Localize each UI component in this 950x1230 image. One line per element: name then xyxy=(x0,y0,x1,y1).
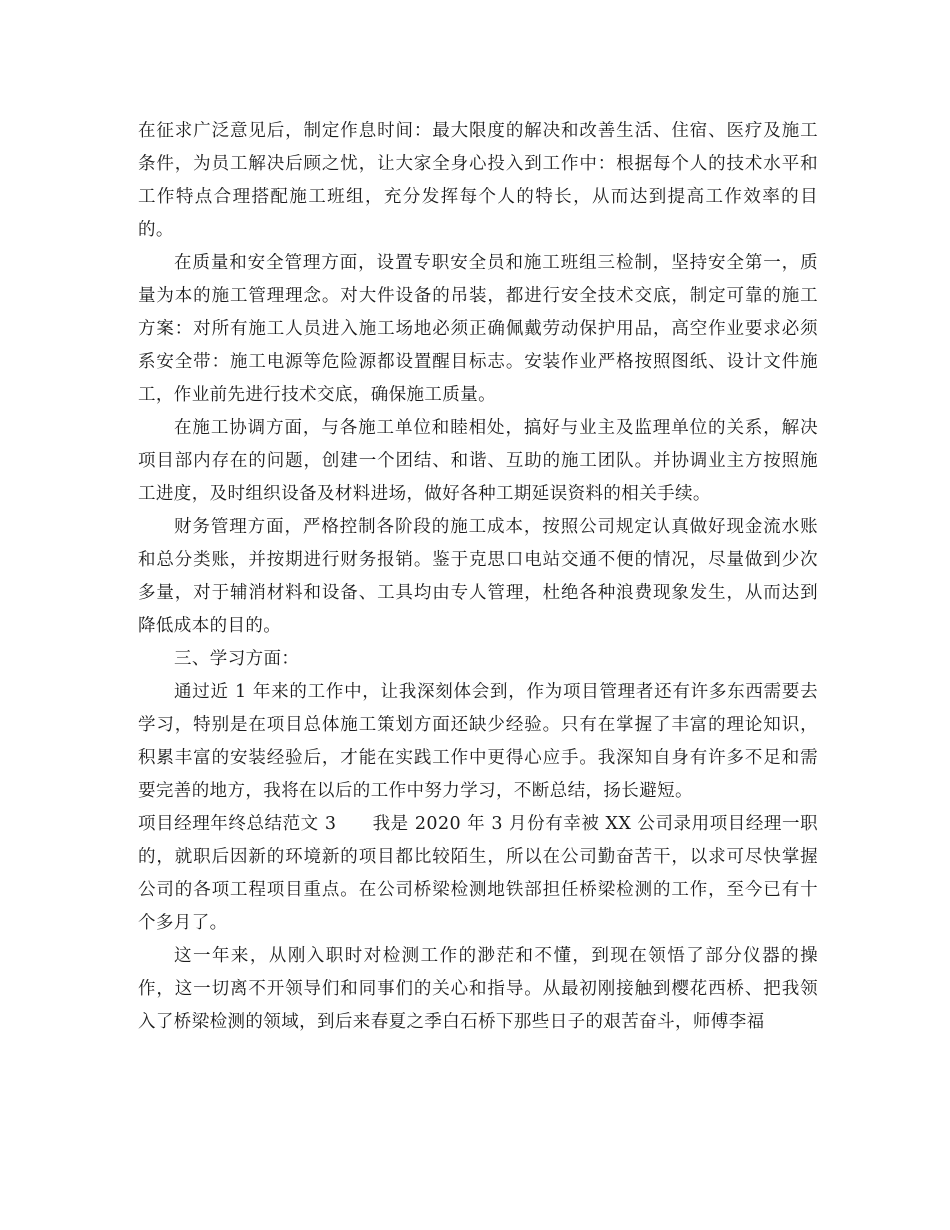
paragraph-learning: 通过近 1 年来的工作中，让我深刻体会到，作为项目管理者还有许多东西需要去学习，特别是在项目总体施工策划方面还缺少经验。只有在掌握了丰富的理论知识，积累丰富的安装经验后，才能在实践工作中更得心应手。我深知自身有许多不足和需要完善的地方，我将在以后的工作中努力学习，不断总结，扬长避短。 xyxy=(138,682,818,801)
paragraph-quality-safety: 在质量和安全管理方面，设置专职安全员和施工班组三检制，坚持安全第一，质量为本的施工管理理念。对大件设备的吊装，都进行安全技术交底，制定可靠的施工方案：对所有施工人员进入施工场地必须正确佩戴劳动保护用品，高空作业要求必须系安全带：施工电源等危险源都设置醒目标志。安装作业严格按照图纸、设计文件施工，作业前先进行技术交底，确保施工质量。 xyxy=(138,253,818,405)
document-body xyxy=(138,115,818,1039)
essay-intro-text: 我是 2020 年 3 月份有幸被 XX 公司录用项目经理一职的，就职后因新的环境新的项目都比较陌生，所以在公司勤奋苦干，以求可尽快掌握公司的各项工程项目重点。在公司桥梁检测地铁部担任桥梁检测的工作，至今已有十个多月了。 xyxy=(138,814,818,933)
paragraph-financial-management: 财务管理方面，严格控制各阶段的施工成本，按照公司规定认真做好现金流水账和总分类账，并按期进行财务报销。鉴于克思口电站交通不便的情况，尽量做到少次多量，对于辅消材料和设备、工具均由专人管理，杜绝各种浪费现象发生，从而达到降低成本的目的。 xyxy=(138,517,818,636)
paragraph-essay-3-intro xyxy=(138,808,818,940)
essay-title: 项目经理年终总结范文 3 xyxy=(138,814,337,834)
paragraph-construction-coordination: 在施工协调方面，与各施工单位和睦相处，搞好与业主及监理单位的关系，解决项目部内存在的问题，创建一个团结、和谐、互助的施工团队。并协调业主方按照施工进度，及时组织设备及材料进场，做好各种工期延误资料的相关手续。 xyxy=(138,418,818,504)
paragraph-work-schedule: 在征求广泛意见后，制定作息时间：最大限度的解决和改善生活、住宿、医疗及施工条件，为员工解决后顾之忧，让大家全身心投入到工作中：根据每个人的技术水平和工作特点合理搭配施工班组，充分发挥每个人的特长，从而达到提高工作效率的目的。 xyxy=(138,121,818,240)
paragraph-year-review: 这一年来，从刚入职时对检测工作的渺茫和不懂，到现在领悟了部分仪器的操作，这一切离不开领导们和同事们的关心和指导。从最初刚接触到樱花西桥、把我领入了桥梁检测的领域，到后来春夏之季白石桥下那些日子的艰苦奋斗，师傅李福 xyxy=(138,946,818,1032)
section-heading-learning: 三、学习方面： xyxy=(174,649,300,669)
